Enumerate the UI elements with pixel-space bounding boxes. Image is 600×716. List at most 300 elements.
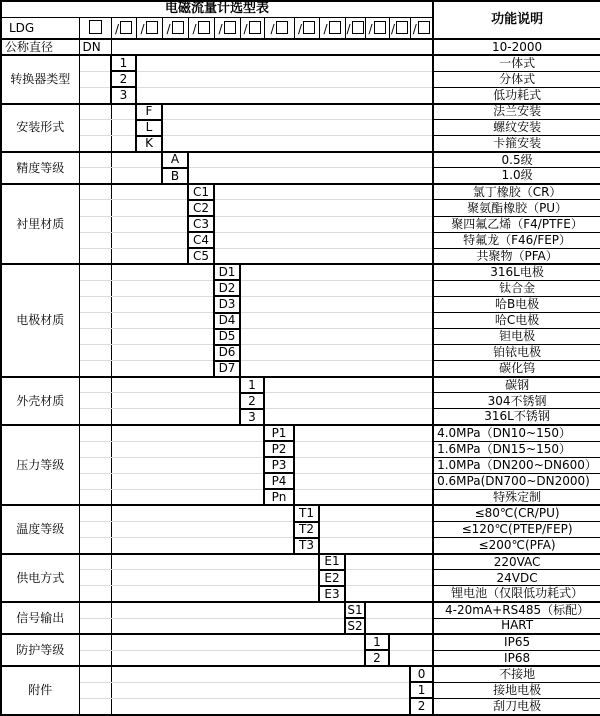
- empty-cell: [365, 602, 433, 618]
- empty-cell: [294, 473, 433, 489]
- model-prefix-cell: LDG: [1, 17, 79, 39]
- empty-cell: [111, 505, 294, 521]
- code-cell: D2: [214, 280, 240, 296]
- spec-cell: 1.0MPa（DN200~DN600）: [433, 457, 600, 473]
- table-row: [1, 168, 600, 184]
- spec-cell: 刮刀电极: [433, 698, 600, 715]
- empty-cell: [79, 104, 111, 120]
- table-row: [1, 489, 600, 505]
- empty-cell: [79, 361, 111, 377]
- code-cell: 1: [111, 55, 136, 71]
- code-cell: E3: [319, 586, 345, 602]
- empty-cell: [79, 538, 111, 554]
- empty-cell: [79, 425, 111, 441]
- table-row: [1, 104, 600, 120]
- empty-cell: [111, 168, 162, 184]
- blank-box-icon: [249, 21, 261, 34]
- blank-box-icon: [89, 20, 102, 34]
- empty-cell: [136, 87, 433, 103]
- code-cell: T1: [294, 505, 319, 521]
- empty-cell: [389, 650, 433, 666]
- spec-cell: 不接地: [433, 666, 600, 682]
- table-row: [1, 425, 600, 441]
- spec-cell: 4.0MPa（DN10~150）: [433, 425, 600, 441]
- blank-box-icon: [224, 21, 236, 34]
- empty-cell: [79, 505, 111, 521]
- spec-cell: 螺纹安装: [433, 120, 600, 136]
- table-row: [1, 409, 600, 425]
- empty-cell: [79, 71, 111, 87]
- empty-cell: [79, 377, 111, 393]
- spec-cell: 特氟龙（F46/FEP）: [433, 232, 600, 248]
- empty-cell: [79, 248, 111, 264]
- title-row: [1, 1, 600, 17]
- spec-cell: 304不锈钢: [433, 393, 600, 409]
- empty-cell: [79, 152, 111, 168]
- empty-cell: [264, 409, 433, 425]
- empty-cell: [79, 522, 111, 538]
- empty-cell: [79, 280, 111, 296]
- empty-cell: [111, 120, 136, 136]
- page-title: 电磁流量计选型表: [1, 1, 433, 17]
- slash-separator: /: [114, 21, 120, 36]
- category-label: 公称直径: [1, 39, 79, 55]
- table-row: [1, 698, 600, 715]
- table-row: [1, 505, 600, 521]
- empty-cell: [240, 296, 433, 312]
- table-row: [1, 55, 600, 71]
- code-cell: 2: [365, 650, 389, 666]
- empty-cell: [214, 216, 433, 232]
- code-cell: Pn: [264, 489, 294, 505]
- dn-code-cell: DN: [79, 39, 111, 55]
- empty-cell: [294, 457, 433, 473]
- empty-cell: [79, 313, 111, 329]
- category-label: 供电方式: [1, 554, 79, 602]
- blank-box-icon: [329, 21, 341, 34]
- empty-cell: [111, 296, 214, 312]
- category-label: 信号输出: [1, 602, 79, 634]
- empty-cell: [79, 184, 111, 200]
- table-row: [1, 538, 600, 554]
- table-row: [1, 264, 600, 280]
- empty-cell: [111, 104, 136, 120]
- empty-cell: [79, 409, 111, 425]
- empty-cell: [111, 538, 294, 554]
- spec-cell: 特殊定制: [433, 489, 600, 505]
- table-row: [1, 682, 600, 698]
- blank-box-icon: [374, 21, 386, 34]
- empty-cell: [240, 313, 433, 329]
- table-row: [1, 152, 600, 168]
- empty-cell: [79, 698, 111, 715]
- code-cell: K: [136, 136, 162, 152]
- table-row: [1, 634, 600, 650]
- code-cell: P2: [264, 441, 294, 457]
- category-label: 附件: [1, 666, 79, 715]
- empty-cell: [111, 377, 240, 393]
- slash-separator: /: [323, 21, 328, 36]
- table-row: [1, 602, 600, 618]
- empty-cell: [79, 554, 111, 570]
- empty-cell: [79, 602, 111, 618]
- category-label: 温度等级: [1, 505, 79, 553]
- table-row: [1, 280, 600, 296]
- table-row: [1, 650, 600, 666]
- empty-cell: [188, 168, 433, 184]
- table-row: [1, 570, 600, 586]
- empty-cell: [111, 602, 345, 618]
- slash-separator: /: [390, 21, 396, 36]
- table-row: [1, 377, 600, 393]
- empty-cell: [111, 313, 214, 329]
- spec-cell: 0.6MPa(DN700~DN2000): [433, 473, 600, 489]
- empty-cell: [345, 554, 433, 570]
- empty-cell: [79, 586, 111, 602]
- blank-box-icon: [418, 21, 430, 34]
- table-row: [1, 457, 600, 473]
- empty-cell: [214, 232, 433, 248]
- empty-cell: [79, 489, 111, 505]
- code-cell: 1: [365, 634, 389, 650]
- empty-cell: [111, 216, 188, 232]
- spec-cell: 钛合金: [433, 280, 600, 296]
- model-slot-cell: [214, 17, 240, 39]
- empty-cell: [111, 184, 188, 200]
- slash-separator: /: [346, 21, 351, 36]
- blank-box-icon: [396, 21, 408, 34]
- code-cell: P1: [264, 425, 294, 441]
- table-row: [1, 184, 600, 200]
- empty-cell: [111, 232, 188, 248]
- empty-cell: [79, 666, 111, 682]
- spec-cell: 4-20mA+RS485（标配）: [433, 602, 600, 618]
- empty-cell: [79, 441, 111, 457]
- spec-cell: HART: [433, 618, 600, 634]
- table-row: [1, 39, 600, 55]
- empty-cell: [79, 682, 111, 698]
- spec-cell: 接地电极: [433, 682, 600, 698]
- empty-cell: [79, 457, 111, 473]
- blank-box-icon: [276, 21, 288, 34]
- spec-cell: 法兰安装: [433, 104, 600, 120]
- table-row: [1, 441, 600, 457]
- model-slot-cell: [365, 17, 389, 39]
- spec-cell: 钽电极: [433, 329, 600, 345]
- code-cell: T2: [294, 522, 319, 538]
- blank-box-icon: [146, 21, 158, 34]
- empty-cell: [111, 682, 410, 698]
- code-cell: D6: [214, 345, 240, 361]
- empty-cell: [345, 570, 433, 586]
- category-label: 防护等级: [1, 634, 79, 666]
- code-cell: 1: [240, 377, 264, 393]
- spec-cell: 0.5级: [433, 152, 600, 168]
- code-cell: D7: [214, 361, 240, 377]
- empty-cell: [79, 55, 111, 71]
- empty-cell: [294, 425, 433, 441]
- empty-cell: [111, 39, 433, 55]
- empty-cell: [111, 522, 294, 538]
- empty-cell: [111, 554, 319, 570]
- empty-cell: [214, 200, 433, 216]
- empty-cell: [111, 570, 319, 586]
- table-row: [1, 345, 600, 361]
- empty-cell: [111, 345, 214, 361]
- spec-cell: ≤120℃(PTEP/FEP): [433, 522, 600, 538]
- code-cell: 2: [240, 393, 264, 409]
- empty-cell: [345, 586, 433, 602]
- empty-cell: [111, 425, 264, 441]
- model-slot-cell: [188, 17, 214, 39]
- spec-cell: 卡箍安装: [433, 136, 600, 152]
- model-slot-cell: [294, 17, 319, 39]
- empty-cell: [264, 377, 433, 393]
- spec-cell: 一体式: [433, 55, 600, 71]
- code-cell: L: [136, 120, 162, 136]
- empty-cell: [111, 329, 214, 345]
- spec-cell: 碳钢: [433, 377, 600, 393]
- table-row: [1, 296, 600, 312]
- empty-cell: [79, 120, 111, 136]
- spec-cell: 分体式: [433, 71, 600, 87]
- empty-cell: [79, 168, 111, 184]
- empty-cell: [79, 345, 111, 361]
- code-cell: D5: [214, 329, 240, 345]
- code-cell: 0: [410, 666, 433, 682]
- empty-cell: [111, 489, 264, 505]
- code-cell: S2: [345, 618, 365, 634]
- empty-cell: [79, 473, 111, 489]
- empty-cell: [79, 216, 111, 232]
- spec-cell: 1.0级: [433, 168, 600, 184]
- table-row: [1, 618, 600, 634]
- table-row: [1, 232, 600, 248]
- empty-cell: [319, 538, 433, 554]
- category-label: 外壳材质: [1, 377, 79, 425]
- table-row: [1, 248, 600, 264]
- empty-cell: [214, 248, 433, 264]
- empty-cell: [79, 634, 111, 650]
- empty-cell: [79, 200, 111, 216]
- spec-cell: IP65: [433, 634, 600, 650]
- empty-cell: [111, 441, 264, 457]
- code-cell: C5: [188, 248, 214, 264]
- empty-cell: [240, 280, 433, 296]
- table-row: [1, 120, 600, 136]
- spec-cell: 24VDC: [433, 570, 600, 586]
- slash-separator: /: [218, 21, 223, 36]
- empty-cell: [79, 87, 111, 103]
- spec-cell: 316L电极: [433, 264, 600, 280]
- table-row: [1, 136, 600, 152]
- blank-box-icon: [198, 21, 210, 34]
- table-row: [1, 586, 600, 602]
- code-cell: C4: [188, 232, 214, 248]
- table-row: [1, 361, 600, 377]
- model-slot-cell: [240, 17, 264, 39]
- blank-box-icon: [303, 21, 315, 34]
- empty-cell: [294, 441, 433, 457]
- empty-cell: [240, 329, 433, 345]
- empty-cell: [162, 136, 433, 152]
- spec-cell: 1.6MPa（DN15~150）: [433, 441, 600, 457]
- slash-separator: /: [140, 21, 145, 36]
- slash-separator: /: [412, 21, 417, 36]
- empty-cell: [240, 345, 433, 361]
- empty-cell: [79, 618, 111, 634]
- spec-cell: 低功耗式: [433, 87, 600, 103]
- empty-cell: [365, 618, 433, 634]
- spec-cell: 锂电池（仅限低功耗式）: [433, 586, 600, 602]
- code-cell: E1: [319, 554, 345, 570]
- code-cell: C1: [188, 184, 214, 200]
- slash-separator: /: [166, 21, 171, 36]
- category-label: 精度等级: [1, 152, 79, 184]
- table-row: [1, 313, 600, 329]
- empty-cell: [111, 586, 319, 602]
- empty-cell: [79, 296, 111, 312]
- empty-cell: [111, 650, 365, 666]
- code-cell: C3: [188, 216, 214, 232]
- empty-cell: [319, 505, 433, 521]
- spec-cell: 铂铱电极: [433, 345, 600, 361]
- table-row: [1, 393, 600, 409]
- code-cell: 2: [410, 698, 433, 715]
- spec-cell: IP68: [433, 650, 600, 666]
- empty-cell: [79, 570, 111, 586]
- model-slot-cell: [136, 17, 162, 39]
- code-cell: S1: [345, 602, 365, 618]
- empty-cell: [111, 666, 410, 682]
- slash-separator: /: [192, 21, 197, 36]
- category-label: 电极材质: [1, 264, 79, 377]
- category-label: 衬里材质: [1, 184, 79, 264]
- code-cell: 1: [410, 682, 433, 698]
- code-cell: P4: [264, 473, 294, 489]
- model-slot-cell: [111, 17, 136, 39]
- slash-separator: /: [270, 21, 275, 36]
- empty-cell: [111, 634, 365, 650]
- code-cell: D4: [214, 313, 240, 329]
- spec-cell: 10-2000: [433, 39, 600, 55]
- empty-cell: [188, 152, 433, 168]
- empty-cell: [240, 361, 433, 377]
- spec-cell: 316L不锈钢: [433, 409, 600, 425]
- table-row: [1, 522, 600, 538]
- empty-cell: [111, 361, 214, 377]
- code-cell: C2: [188, 200, 214, 216]
- table-row: [1, 666, 600, 682]
- code-cell: 3: [240, 409, 264, 425]
- table-row: [1, 200, 600, 216]
- empty-cell: [111, 248, 188, 264]
- model-slot-cell: [264, 17, 294, 39]
- category-label: 转换器类型: [1, 55, 79, 103]
- function-column-header: 功能说明: [433, 1, 600, 39]
- model-slot-cell: [345, 17, 365, 39]
- empty-cell: [111, 409, 240, 425]
- empty-cell: [79, 393, 111, 409]
- code-cell: D3: [214, 296, 240, 312]
- code-cell: P3: [264, 457, 294, 473]
- empty-cell: [79, 136, 111, 152]
- empty-cell: [111, 200, 188, 216]
- empty-cell: [111, 152, 162, 168]
- empty-cell: [111, 618, 345, 634]
- code-cell: 3: [111, 87, 136, 103]
- model-box-cell: [79, 17, 111, 39]
- spec-cell: ≤80℃(CR/PU): [433, 505, 600, 521]
- model-slot-cell: [389, 17, 410, 39]
- empty-cell: [136, 55, 433, 71]
- empty-cell: [162, 120, 433, 136]
- empty-cell: [111, 136, 136, 152]
- model-slot-cell: [319, 17, 345, 39]
- empty-cell: [389, 634, 433, 650]
- model-slot-cell: [410, 17, 433, 39]
- empty-cell: [111, 264, 214, 280]
- empty-cell: [162, 104, 433, 120]
- empty-cell: [79, 650, 111, 666]
- spec-cell: 聚四氟乙烯（F4/PTFE）: [433, 216, 600, 232]
- table-row: [1, 71, 600, 87]
- blank-box-icon: [352, 21, 364, 34]
- empty-cell: [79, 232, 111, 248]
- code-cell: F: [136, 104, 162, 120]
- spec-cell: 共聚物（PFA）: [433, 248, 600, 264]
- code-cell: B: [162, 168, 188, 184]
- spec-cell: 220VAC: [433, 554, 600, 570]
- empty-cell: [136, 71, 433, 87]
- slash-separator: /: [297, 21, 303, 36]
- code-cell: 2: [111, 71, 136, 87]
- code-cell: D1: [214, 264, 240, 280]
- empty-cell: [214, 184, 433, 200]
- empty-cell: [111, 280, 214, 296]
- spec-cell: 哈C电极: [433, 313, 600, 329]
- empty-cell: [79, 329, 111, 345]
- category-label: 安装形式: [1, 104, 79, 152]
- category-label: 压力等级: [1, 425, 79, 505]
- table-row: [1, 87, 600, 103]
- table-row: [1, 216, 600, 232]
- spec-cell: 哈B电极: [433, 296, 600, 312]
- code-cell: E2: [319, 570, 345, 586]
- empty-cell: [111, 457, 264, 473]
- empty-cell: [240, 264, 433, 280]
- empty-cell: [294, 489, 433, 505]
- spec-cell: 氯丁橡胶（CR）: [433, 184, 600, 200]
- code-cell: T3: [294, 538, 319, 554]
- code-cell: A: [162, 152, 188, 168]
- empty-cell: [111, 473, 264, 489]
- empty-cell: [319, 522, 433, 538]
- blank-box-icon: [120, 21, 132, 34]
- slash-separator: /: [368, 21, 373, 36]
- table-row: [1, 473, 600, 489]
- spec-cell: ≤200℃(PFA): [433, 538, 600, 554]
- empty-cell: [111, 393, 240, 409]
- table-row: [1, 329, 600, 345]
- table-row: [1, 554, 600, 570]
- blank-box-icon: [172, 21, 184, 34]
- empty-cell: [79, 264, 111, 280]
- model-slot-cell: [162, 17, 188, 39]
- empty-cell: [264, 393, 433, 409]
- spec-cell: 聚氨酯橡胶（PU）: [433, 200, 600, 216]
- slash-separator: /: [243, 21, 248, 36]
